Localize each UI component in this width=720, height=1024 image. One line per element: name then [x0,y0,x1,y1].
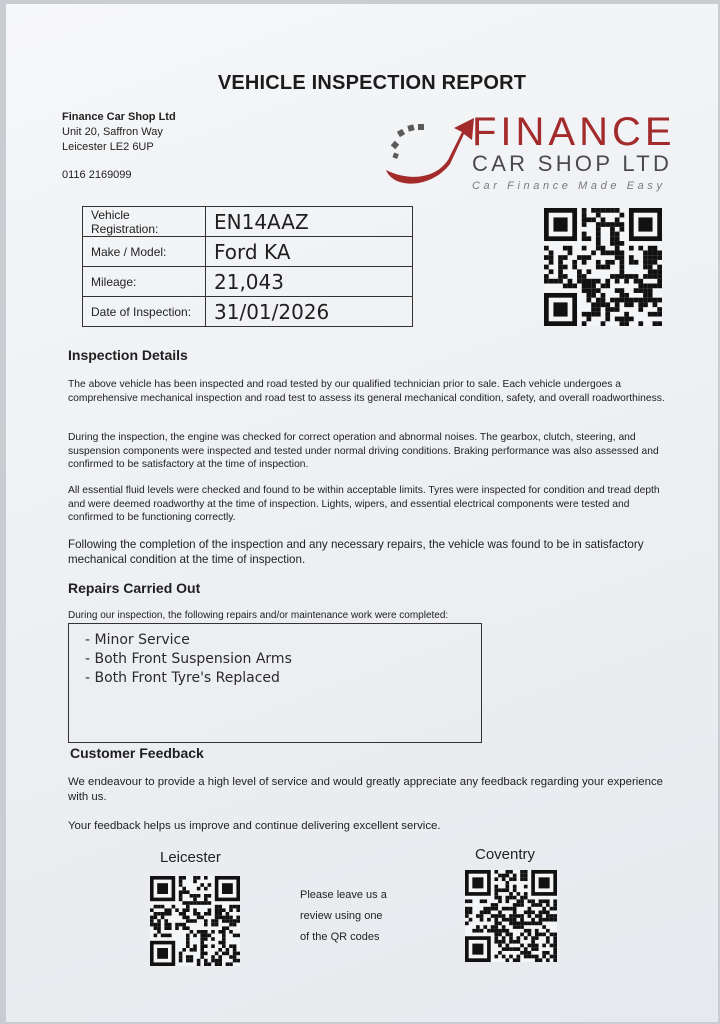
repairs-heading: Repairs Carried Out [68,580,201,596]
table-row [83,267,413,297]
list-item: - Minor Service [85,632,190,648]
table-row [83,297,413,327]
inspection-paragraph-2: During the inspection, the engine was checked for correct operation and abnormal noises. The gearbox, clutch, steering, and suspension components were inspected and tested under normal driving conditions. Braking performance was also assessed and confirmed to be satisfactory at the time of inspection. [68,432,659,470]
leicester-label: Leicester [160,849,221,866]
review-prompt [300,885,387,948]
coventry-label: Coventry [475,846,536,863]
make-value: Ford KA [206,237,413,267]
company-address [62,110,176,155]
table-row [83,237,413,267]
reg-label: Vehicle Registration: [83,207,206,237]
company-name: Finance Car Shop Ltd [62,111,176,123]
date-value: 31/01/2026 [206,297,413,327]
address-line-1: Unit 20, Saffron Way [62,126,163,138]
address-line-2: Leicester LE2 6UP [62,141,154,153]
mileage-value: 21,043 [206,267,413,297]
review-prompt-line-2: review using one [300,910,383,922]
page-title: VEHICLE INSPECTION REPORT [217,72,527,94]
reg-value: EN14AAZ [206,207,413,237]
company-phone: 0116 2169099 [62,169,132,181]
vehicle-details-table [82,206,413,327]
repairs-intro: During our inspection, the following repairs and/or maintenance work were completed: [68,610,449,621]
coventry-qr-code-icon[interactable] [465,870,557,962]
date-label: Date of Inspection: [83,297,206,327]
inspection-paragraph-1: The above vehicle has been inspected and road tested by our qualified technician prior to sale. Each vehicle undergoes a comprehensive mechanical inspection and road test to assess its general mechanical condition, safety, and overall roadworthiness. [68,379,665,404]
make-label: Make / Model: [83,237,206,267]
feedback-paragraph-1: We endeavour to provide a high level of service and would greatly appreciate any feedback regarding your experience with us. [68,776,663,803]
repairs-box [68,623,482,743]
review-prompt-line-3: of the QR codes [300,931,380,943]
inspection-paragraph-3: All essential fluid levels were checked and found to be within acceptable limits. Tyres were inspected for condition and tread depth and were deemed roadworthy at the time of inspection. Lights, wipers, and essential electrical components were tested and confirmed to be functioning correctly. [68,485,660,523]
list-item: - Both Front Tyre's Replaced [85,670,280,686]
table-row [83,207,413,237]
review-prompt-line-1: Please leave us a [300,889,387,901]
logo-wordmark: FINANCE [472,110,676,154]
feedback-paragraph-2: Your feedback helps us improve and continue delivering excellent service. [68,820,441,832]
inspection-paragraph-4: Following the completion of the inspection and any necessary repairs, the vehicle was found to be in satisfactory mechanical condition at the time of inspection. [68,538,644,566]
mileage-label: Mileage: [83,267,206,297]
leicester-qr-code-icon[interactable] [150,876,240,966]
logo-subtitle: CAR SHOP LTD [472,151,673,176]
inspection-heading: Inspection Details [68,347,188,363]
qr-code-icon[interactable] [544,208,662,326]
logo-tagline: Car Finance Made Easy [472,180,666,192]
list-item: - Both Front Suspension Arms [85,651,292,667]
feedback-heading: Customer Feedback [70,745,204,761]
